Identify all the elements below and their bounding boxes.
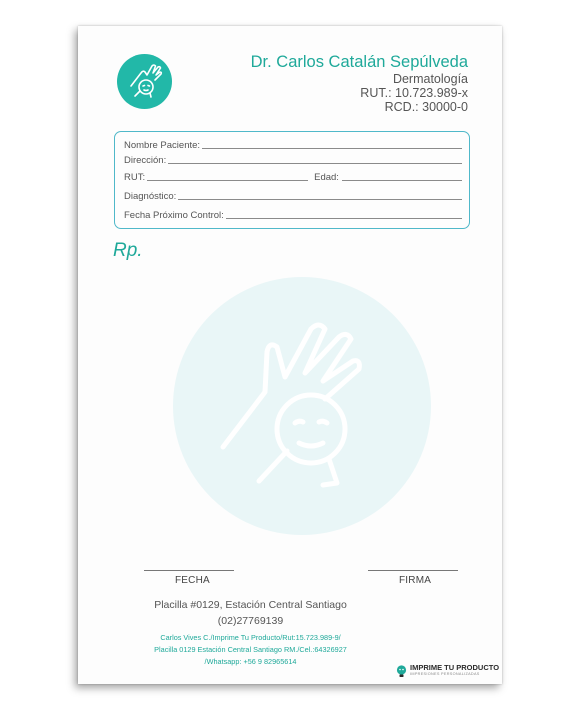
next-control-row bbox=[124, 207, 462, 221]
date-line bbox=[144, 570, 234, 571]
brand-logo bbox=[396, 664, 499, 678]
rut-field[interactable] bbox=[147, 180, 308, 181]
brand-bulb-icon bbox=[396, 665, 407, 678]
patient-name-label: Nombre Paciente: bbox=[124, 140, 201, 151]
doctor-rut: RUT.: 10.723.989-x bbox=[360, 86, 468, 100]
footer-address: Placilla #0129, Estación Central Santiago bbox=[154, 599, 347, 611]
footer-credit-2: Placilla 0129 Estación Central Santiago RM./Cel.:64326927 bbox=[154, 645, 347, 654]
date-label: FECHA bbox=[175, 575, 210, 586]
age-field[interactable] bbox=[342, 180, 462, 181]
footer-credit-3: /Whatsapp: +56 9 82965614 bbox=[204, 657, 297, 666]
address-label: Dirección: bbox=[124, 155, 167, 166]
signature-label: FIRMA bbox=[399, 575, 432, 586]
patient-name-row bbox=[124, 137, 462, 151]
doctor-specialty: Dermatología bbox=[392, 72, 468, 86]
patient-form bbox=[114, 131, 470, 229]
doctor-rcd: RCD.: 30000-0 bbox=[384, 100, 468, 114]
next-control-label: Fecha Próximo Control: bbox=[124, 210, 224, 221]
brand-title: IMPRIME TU PRODUCTO bbox=[410, 663, 500, 672]
rut-label: RUT: bbox=[124, 172, 146, 183]
address-row bbox=[124, 152, 462, 166]
next-control-field[interactable] bbox=[226, 218, 462, 219]
hand-face-logo-icon bbox=[117, 54, 172, 109]
footer-phone: (02)27769139 bbox=[217, 615, 284, 627]
rp-label: Rp. bbox=[113, 240, 143, 261]
rut-age-row bbox=[124, 169, 462, 183]
brand-subtitle: IMPRESIONES PERSONALIZADAS bbox=[410, 672, 480, 676]
diagnosis-row bbox=[124, 188, 462, 202]
diagnosis-label: Diagnóstico: bbox=[124, 191, 177, 202]
footer-credit-1: Carlos Vives C./Imprime Tu Producto/Rut:15.723.989-9/ bbox=[160, 633, 341, 642]
patient-name-field[interactable] bbox=[202, 148, 462, 149]
doctor-info bbox=[251, 53, 468, 114]
signature-line bbox=[368, 570, 458, 571]
doctor-name: Dr. Carlos Catalán Sepúlveda bbox=[250, 53, 468, 71]
age-label: Edad: bbox=[314, 172, 339, 183]
diagnosis-field[interactable] bbox=[178, 199, 462, 200]
address-field[interactable] bbox=[168, 163, 462, 164]
hand-face-watermark-icon bbox=[173, 277, 431, 540]
prescription-sheet bbox=[78, 26, 502, 684]
